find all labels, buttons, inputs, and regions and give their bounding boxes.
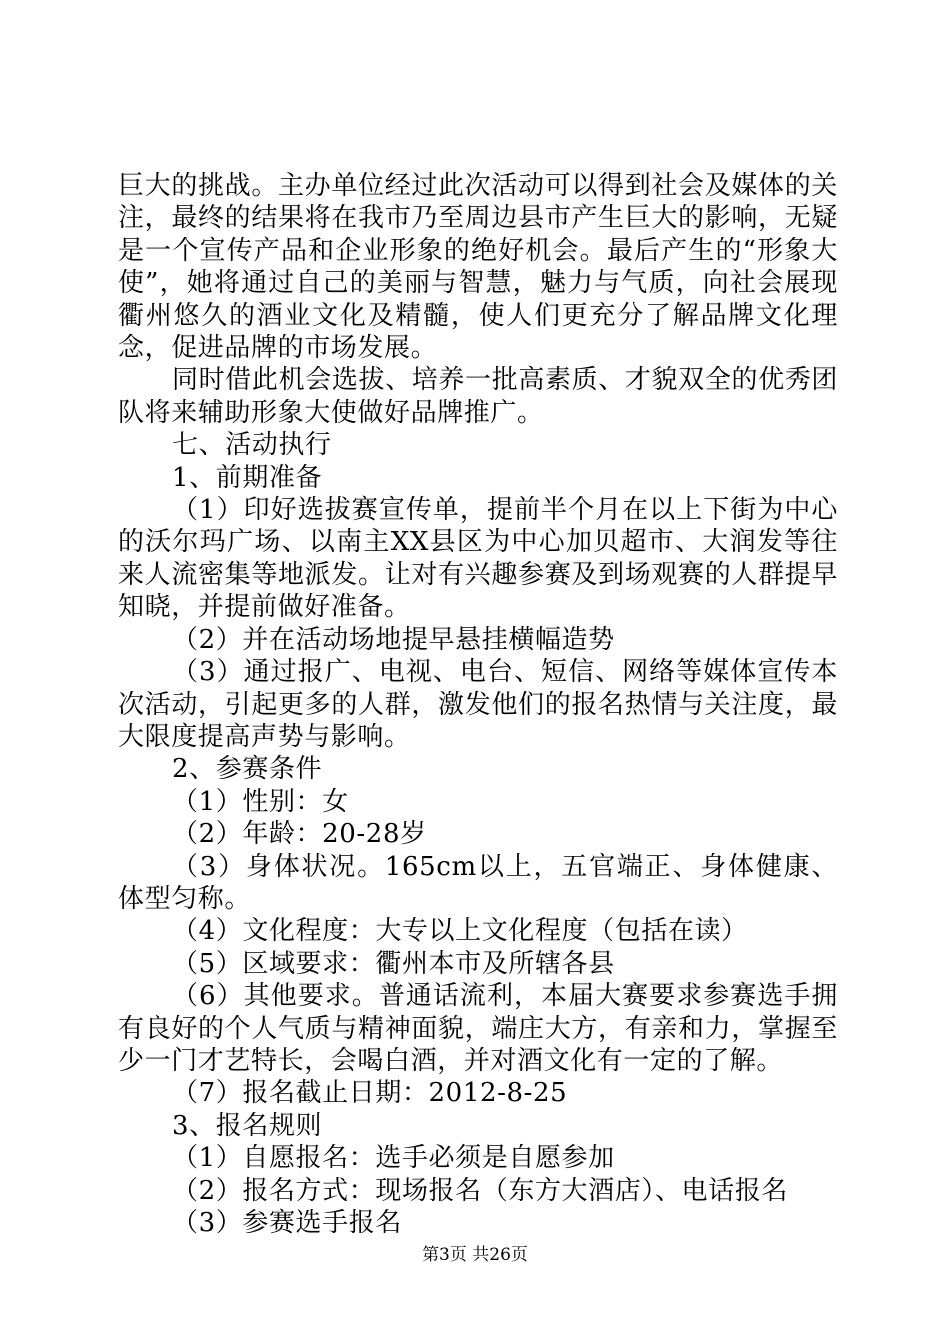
page-footer bbox=[0, 1244, 950, 1266]
list-item: （1）性别：女 bbox=[172, 786, 349, 817]
document-body bbox=[118, 170, 838, 1239]
list-item: （4）文化程度：大专以上文化程度（包括在读） bbox=[172, 916, 748, 947]
page-number-label: 第3页 共26页 bbox=[422, 1245, 528, 1265]
list-item: （2）年龄：20-28岁 bbox=[172, 819, 427, 850]
list-item: （2）报名方式：现场报名（东方大酒店）、电话报名 bbox=[172, 1175, 788, 1206]
subsection-heading: 2、参赛条件 bbox=[172, 754, 323, 785]
section-heading: 七、活动执行 bbox=[172, 430, 332, 461]
list-item: （1）印好选拔赛宣传单，提前半个月在以上下街为中心的沃尔玛广场、以南主XX县区为中心加贝超市、大润发等往来人流密集等地派发。让对有兴趣参赛及到场观赛的人群提早知晓，并提前做好准备。 bbox=[118, 495, 838, 623]
subsection-heading: 1、前期准备 bbox=[172, 462, 323, 493]
list-item: （5）区域要求：衢州本市及所辖各县 bbox=[172, 948, 615, 979]
list-item: （2）并在活动场地提早悬挂横幅造势 bbox=[172, 624, 615, 655]
list-item: （1）自愿报名：选手必须是自愿参加 bbox=[172, 1143, 615, 1174]
list-item: （3）身体状况。165cm以上，五官端正、身体健康、体型匀称。 bbox=[118, 851, 838, 914]
paragraph: 巨大的挑战。主办单位经过此次活动可以得到社会及媒体的关注，最终的结果将在我市乃至周边县市产生巨大的影响，无疑是一个宣传产品和企业形象的绝好机会。最后产生的“形象大使”，她将通过自己的美丽与智慧，魅力与气质，向社会展现衢州悠久的酒业文化及精髓，使人们更充分了解品牌文化理念，促进品牌的市场发展。 bbox=[118, 171, 838, 364]
list-item: （6）其他要求。普通话流利，本届大赛要求参赛选手拥有良好的个人气质与精神面貌，端庄大方，有亲和力，掌握至少一门才艺特长，会喝白酒，并对酒文化有一定的了解。 bbox=[118, 981, 838, 1076]
paragraph: 同时借此机会选拔、培养一批高素质、才貌双全的优秀团队将来辅助形象大使做好品牌推广。 bbox=[118, 365, 838, 428]
subsection-heading: 3、报名规则 bbox=[172, 1110, 323, 1141]
list-item: （3）参赛选手报名 bbox=[172, 1208, 402, 1238]
list-item: （3）通过报广、电视、电台、短信、网络等媒体宣传本次活动，引起更多的人群，激发他们的报名热情与关注度，最大限度提高声势与影响。 bbox=[118, 657, 838, 752]
list-item: （7）报名截止日期：2012-8-25 bbox=[172, 1078, 568, 1109]
